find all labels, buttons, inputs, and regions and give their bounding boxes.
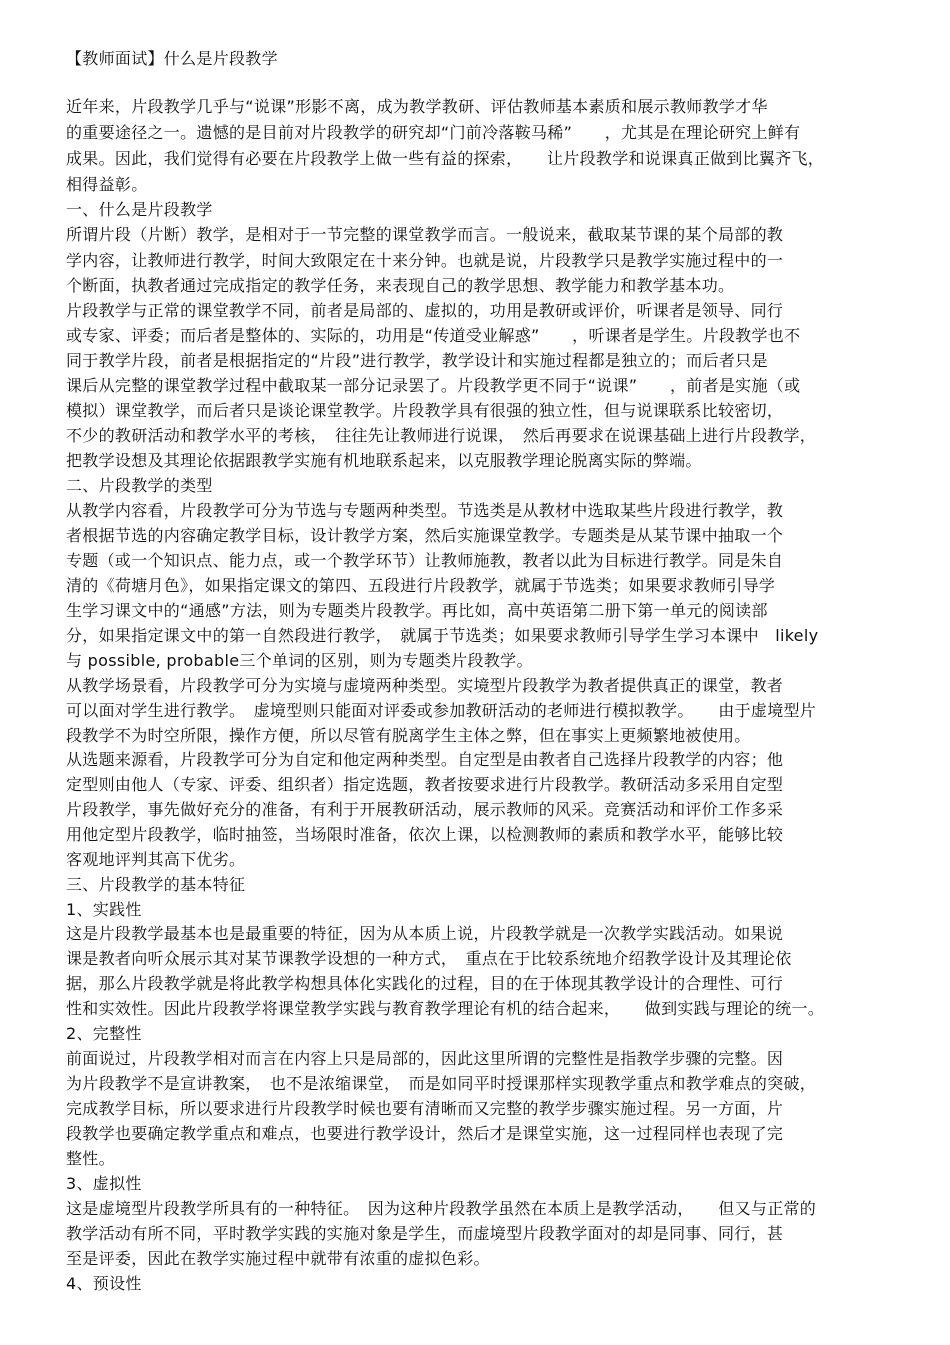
text-line: 课是教者向听众展示其对某节课教学设想的一种方式， 重点在于比较系统地介绍教学设计及其理论依 xyxy=(66,949,792,968)
text-line: 片段教学与正常的课堂教学不同，前者是局部的、虚拟的，功用是教研或评价，听课者是领导、同行 xyxy=(66,301,784,320)
text-line: 相得益彰。 xyxy=(66,175,148,194)
section-heading: 三、片段教学的基本特征 xyxy=(66,875,246,894)
text-line: 的重要途径之一。遗憾的是目前对片段教学的研究却“门前冷落鞍马稀” ，尤其是在理论研究上鲜有 xyxy=(66,123,801,142)
text-line: 者根据节选的内容确定教学目标，设计教学方案，然后实施课堂教学。专题类是从某节课中抽取一个 xyxy=(66,526,784,545)
subsection-heading: 4、预设性 xyxy=(66,1274,142,1293)
text-line: 分，如果指定课文中的第一自然段进行教学， 就属于节选类；如果要求教师引导学生学习本课中 likely xyxy=(66,626,819,645)
text-line: 段教学不为时空所限，操作方便，所以尽管有脱离学生主体之弊，但在事实上更频繁地被使用。 xyxy=(66,726,751,745)
text-line: 定型则由他人（专家、评委、组织者）指定选题，教者按要求进行片段教学。教研活动多采用自定型 xyxy=(66,775,784,794)
text-line: 前面说过，片段教学相对而言在内容上只是局部的，因此这里所谓的完整性是指教学步骤的完整。因 xyxy=(66,1049,784,1068)
text-line: 专题（或一个知识点、能力点，或一个教学环节）让教师施教，教者以此为目标进行教学。同是朱自 xyxy=(66,551,784,570)
text-line: 生学习课文中的“通感”方法，则为专题类片段教学。再比如，高中英语第二册下第一单元的阅读部 xyxy=(66,601,768,620)
document-title: 【教师面试】什么是片段教学 xyxy=(66,49,278,68)
text-line: 所谓片段（片断）教学，是相对于一节完整的课堂教学而言。一般说来，截取某节课的某个局部的教 xyxy=(66,225,784,244)
text-line: 不少的教研活动和教学水平的考核， 往往先让教师进行说课， 然后再要求在说课基础上进行片段教学， xyxy=(66,426,817,445)
text-line: 成果。因此，我们觉得有必要在片段教学上做一些有益的探索， 让片段教学和说课真正做到比翼齐飞， xyxy=(66,149,825,168)
text-line: 学内容，让教师进行教学，时间大致限定在十来分钟。也就是说，片段教学只是教学实施过程中的一 xyxy=(66,251,784,270)
text-line: 清的《荷塘月色》，如果指定课文的第四、五段进行片段教学，就属于节选类；如果要求教师引导学 xyxy=(66,576,776,595)
text-line: 个断面，执教者通过完成指定的教学任务，来表现自己的教学思想、教学能力和教学基本功。 xyxy=(66,276,735,295)
text-line: 可以面对学生进行教学。 虚境型则只能面对评委或参加教研活动的老师进行模拟教学。 由于虚境型片 xyxy=(66,701,817,720)
text-line: 至是评委，因此在教学实施过程中就带有浓重的虚拟色彩。 xyxy=(66,1249,490,1268)
text-line: 据，那么片段教学就是将此教学构想具体化实践化的过程，目的在于体现其教学设计的合理性、可行 xyxy=(66,974,784,993)
subsection-heading: 2、完整性 xyxy=(66,1024,142,1043)
text-line: 客观地评判其高下优劣。 xyxy=(66,850,246,869)
text-line: 从选题来源看，片段教学可分为自定和他定两种类型。自定型是由教者自己选择片段教学的内容；他 xyxy=(66,750,784,769)
text-line: 从教学内容看，片段教学可分为节选与专题两种类型。节选类是从教材中选取某些片段进行教学，教 xyxy=(66,501,784,520)
section-heading: 二、片段教学的类型 xyxy=(66,476,213,495)
text-line: 性和实效性。因此片段教学将课堂教学实践与教育教学理论有机的结合起来， 做到实践与理论的统一。 xyxy=(66,999,825,1018)
text-line: 近年来，片段教学几乎与“说课”形影不离，成为教学教研、评估教师基本素质和展示教师教学才华 xyxy=(66,97,768,116)
text-line: 模拟）课堂教学，而后者只是谈论课堂教学。片段教学具有很强的独立性，但与说课联系比较密切， xyxy=(66,401,784,420)
text-line: 段教学也要确定教学重点和难点，也要进行教学设计，然后才是课堂实施，这一过程同样也表现了完 xyxy=(66,1124,784,1143)
text-line: 同于教学片段，前者是根据指定的“片段”进行教学，教学设计和实施过程都是独立的；而后者只是 xyxy=(66,351,768,370)
subsection-heading: 1、实践性 xyxy=(66,900,142,919)
text-line: 或专家、评委；而后者是整体的、实际的，功用是“传道受业解惑” ，听课者是学生。片段教学也不 xyxy=(66,326,801,345)
text-line: 课后从完整的课堂教学过程中截取某一部分记录罢了。片段教学更不同于“说课” ，前者是实施（或 xyxy=(66,376,801,395)
text-line: 这是虚境型片段教学所具有的一种特征。 因为这种片段教学虽然在本质上是教学活动， 但又与正常的 xyxy=(66,1199,817,1218)
text-line: 教学活动有所不同，平时教学实践的实施对象是学生，而虚境型片段教学面对的却是同事、同行，甚 xyxy=(66,1224,784,1243)
text-line: 完成教学目标，所以要求进行片段教学时候也要有清晰而又完整的教学步骤实施过程。另一方面，片 xyxy=(66,1099,784,1118)
text-line: 为片段教学不是宣讲教案， 也不是浓缩课堂， 而是如同平时授课那样实现教学重点和教学难点的突破， xyxy=(66,1074,817,1093)
text-line: 把教学设想及其理论依据跟教学实施有机地联系起来，以克服教学理论脱离实际的弊端。 xyxy=(66,451,702,470)
text-line: 用他定型片段教学，临时抽签，当场限时准备，依次上课，以检测教师的素质和教学水平，能够比较 xyxy=(66,825,784,844)
text-line: 与 possible, probable三个单词的区别，则为专题类片段教学。 xyxy=(66,651,533,670)
subsection-heading: 3、虚拟性 xyxy=(66,1174,142,1193)
text-line: 从教学场景看，片段教学可分为实境与虚境两种类型。实境型片段教学为教者提供真正的课堂，教者 xyxy=(66,676,784,695)
section-heading: 一、什么是片段教学 xyxy=(66,200,213,219)
text-line: 片段教学，事先做好充分的准备，有利于开展教研活动，展示教师的风采。竞赛活动和评价工作多采 xyxy=(66,800,784,819)
text-line: 整性。 xyxy=(66,1149,115,1168)
text-line: 这是片段教学最基本也是最重要的特征，因为从本质上说，片段教学就是一次教学实践活动。如果说 xyxy=(66,924,784,943)
